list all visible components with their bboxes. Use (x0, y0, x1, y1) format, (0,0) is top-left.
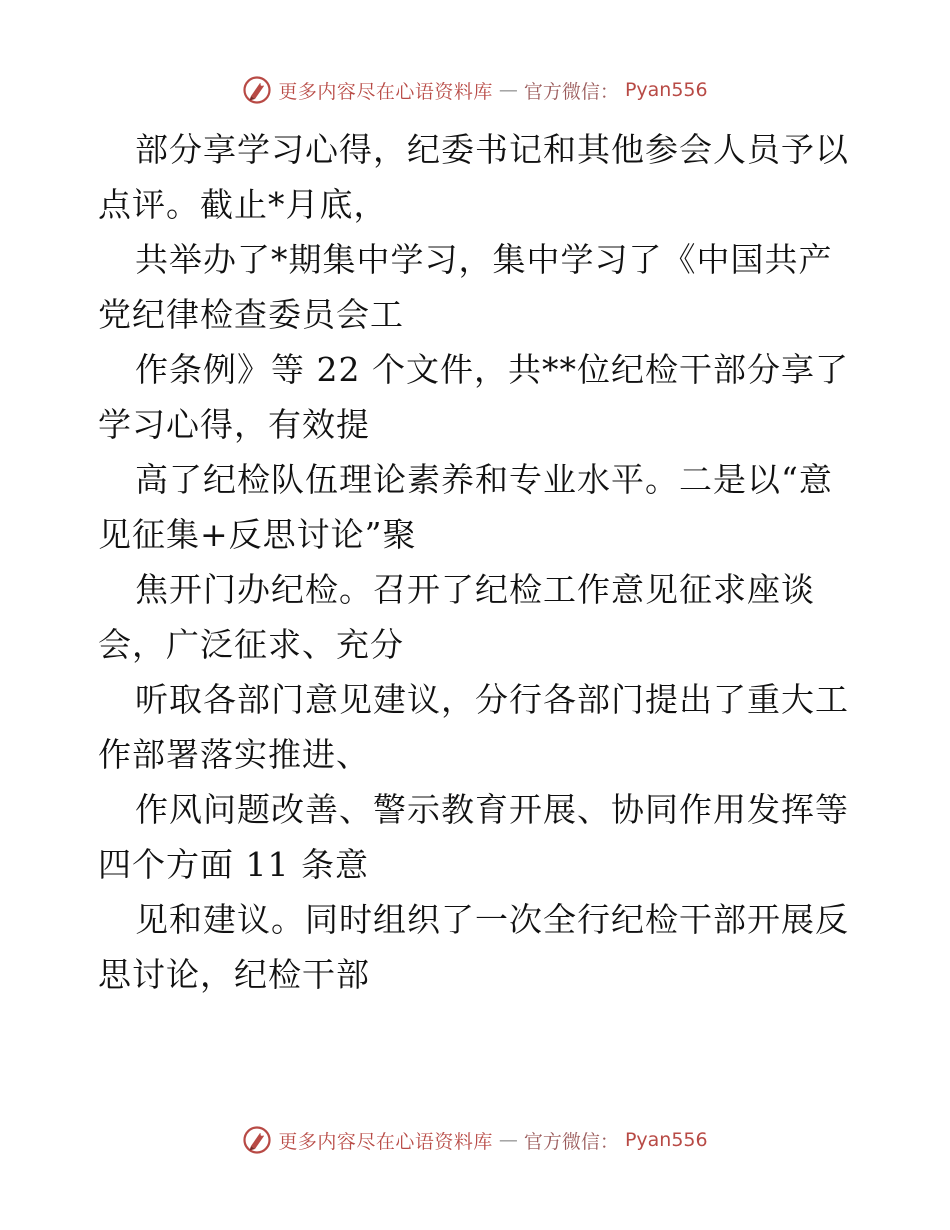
banner-separator: — (498, 1129, 518, 1151)
text-line: 部分享学习心得，纪委书记和其他参会人员予以 (135, 130, 849, 169)
banner-wechat-label: 官方微信： (523, 1130, 619, 1153)
text-line: 思讨论，纪检干部 (98, 955, 370, 994)
pen-nib-icon (242, 1125, 272, 1155)
text-line: 会，广泛征求、充分 (98, 625, 404, 664)
text-line: 见征集+反思讨论”聚 (98, 515, 417, 554)
text-line: 作条例》等 22 个文件，共**位纪检干部分享了 (135, 350, 849, 389)
banner-wechat-id: Pyan556 (624, 79, 708, 101)
banner-wechat-label: 官方微信： (523, 80, 619, 103)
text-line: 四个方面 11 条意 (98, 845, 369, 884)
document-body (98, 122, 858, 1002)
text-line: 见和建议。同时组织了一次全行纪检干部开展反 (135, 900, 849, 939)
banner-brand-text: 更多内容尽在心语资料库 (278, 1130, 493, 1153)
banner-separator: — (498, 79, 518, 101)
banner-brand-text: 更多内容尽在心语资料库 (278, 80, 493, 103)
text-line: 共举办了*期集中学习，集中学习了《中国共产 (135, 240, 833, 279)
text-line: 听取各部门意见建议，分行各部门提出了重大工 (135, 680, 849, 719)
text-line: 学习心得，有效提 (98, 405, 370, 444)
text-line: 作风问题改善、警示教育开展、协同作用发挥等 (135, 790, 849, 829)
banner-wechat-id: Pyan556 (624, 1129, 708, 1151)
pen-nib-icon (242, 75, 272, 105)
text-line: 高了纪检队伍理论素养和专业水平。二是以“意 (135, 460, 833, 499)
text-line: 点评。截止*月底， (98, 185, 388, 224)
footer-banner (0, 1122, 950, 1158)
text-line: 焦开门办纪检。召开了纪检工作意见征求座谈 (135, 570, 815, 609)
header-banner (0, 72, 950, 108)
text-line: 作部署落实推进、 (98, 735, 370, 774)
text-line: 党纪律检查委员会工 (98, 295, 404, 334)
